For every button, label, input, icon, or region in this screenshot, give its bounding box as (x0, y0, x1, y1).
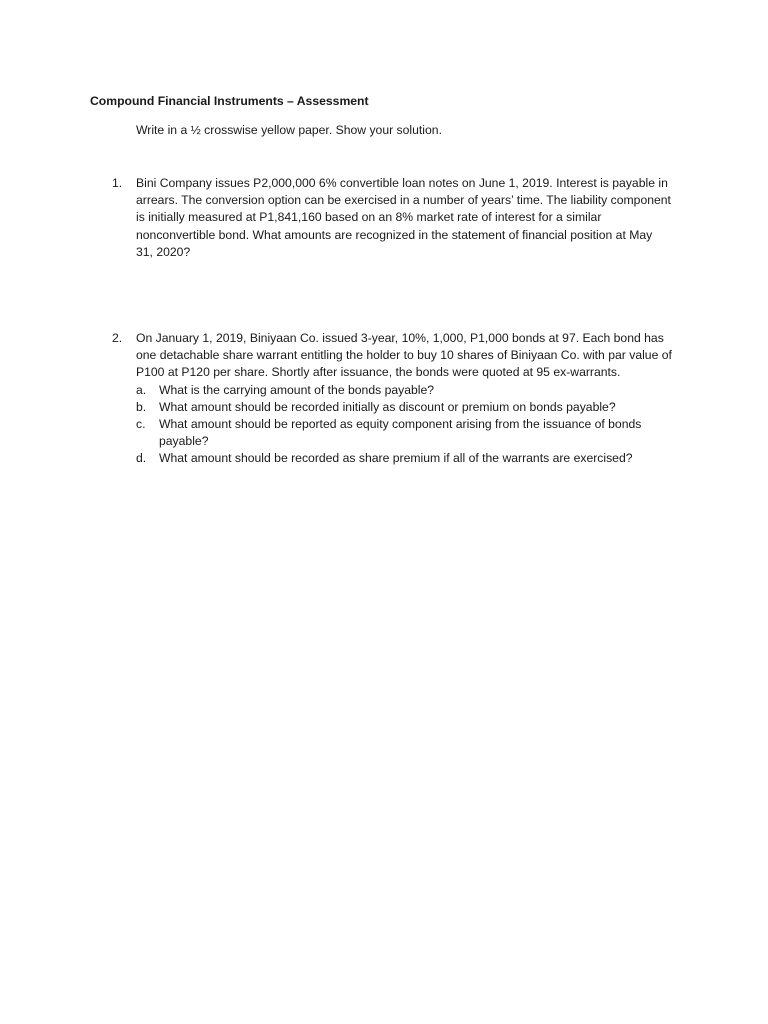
sub-question-b (136, 399, 672, 416)
question-2 (112, 330, 672, 468)
sub-question-letter: a. (136, 382, 147, 397)
sub-question-text: What amount should be recorded as share premium if all of the warrants are exercised? (159, 451, 633, 466)
sub-question-c (136, 416, 672, 450)
sub-question-d (136, 450, 672, 467)
question-number: 1. (112, 176, 123, 190)
question-text: On January 1, 2019, Biniyaan Co. issued 3-year, 10%, 1,000, P1,000 bonds at 97. Each bond has one detachable share warrant entitling the holder to buy 10 shares of Biniyaan Co. with par value of P100 at P120 per share. Shortly after issuance, the bonds were quoted at 95 ex-warrants. (136, 331, 672, 380)
sub-question-letter: b. (136, 399, 147, 414)
sub-question-letter: d. (136, 451, 147, 466)
sub-question-list (136, 382, 672, 468)
sub-question-text: What is the carrying amount of the bonds payable? (159, 382, 435, 397)
sub-question-letter: c. (136, 417, 146, 432)
sub-question-a (136, 382, 672, 399)
sub-question-text: What amount should be reported as equity component arising from the issuance of bonds payable? (159, 417, 642, 449)
document-title: Compound Financial Instruments – Assessment (90, 94, 369, 108)
question-text: Bini Company issues P2,000,000 6% convertible loan notes on June 1, 2019. Interest is payable in arrears. The conversion option can be exercised in a number of years’ time. The liability component is initially measured at P1,841,160 based on an 8% market rate of interest for a similar nonconvertible bond. What amounts are recognized in the statement of financial position at May 31, 2020? (136, 176, 671, 259)
instruction-text: Write in a ½ crosswise yellow paper. Show your solution. (136, 123, 442, 137)
sub-question-text: What amount should be recorded initially as discount or premium on bonds payable? (159, 399, 616, 414)
question-number: 2. (112, 331, 123, 345)
question-1 (112, 175, 672, 261)
